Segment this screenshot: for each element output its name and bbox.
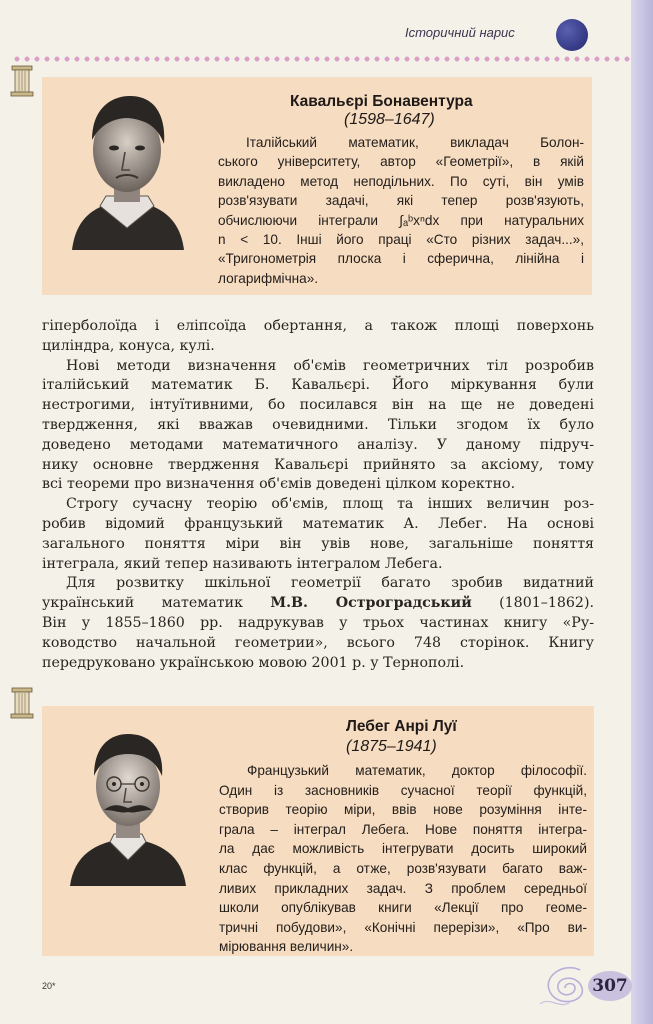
bio-dates-lebesgue: (1875–1941) — [346, 738, 437, 755]
bio-dates-cavalieri: (1598–1647) — [344, 111, 435, 128]
bio-name-cavalieri: Кавальєрі Бонавентура — [290, 93, 473, 110]
column-icon — [9, 686, 35, 720]
paragraph-line: твердження, які вважав очевидними. Тільки згодом їх було — [42, 416, 594, 433]
bio-line: школи опублікував книги «Лекції про геоме- — [219, 900, 587, 916]
bio-line: обчислюючи інтеграли ∫ₐᵇxⁿdx при натуральних — [218, 212, 584, 228]
signature-mark: 20* — [42, 981, 56, 991]
paragraph-line: циліндра, конуса, кулі. — [42, 337, 215, 354]
section-header-title: Історичний нарис — [405, 25, 515, 40]
bio-line: ла дає можливість інтегрувати досить широкий — [219, 841, 587, 857]
cavalieri-portrait — [62, 88, 192, 250]
paragraph-line: робив відомий французький математик А. Лебег. На основі — [42, 515, 594, 532]
paragraph-line: нику основне твердження Кавальєрі прийнято за аксіому, тому — [42, 456, 594, 473]
bio-line: Один із засновників сучасної теорії функцій, — [219, 782, 587, 798]
paragraph-line: Строгу сучасну теорію об'ємів, площ та інших величин роз- — [66, 496, 594, 513]
line-segment: український математик — [42, 595, 243, 612]
paragraph-line: Для розвитку шкільної геометрії багато зробив видатний — [66, 575, 594, 592]
paragraph-line: загального поняття міри він увів нове, загальніше поняття — [42, 535, 594, 552]
paragraph-line: інтеграла, який тепер називають інтегралом Лебега. — [42, 555, 443, 572]
paragraph-line: всі теореми про визначення об'ємів доведені цілком коректно. — [42, 476, 516, 493]
header-dotted-divider — [12, 54, 630, 64]
bio-line: створив теорію міри, ввів нове розуміння інте- — [219, 802, 587, 818]
bio-line: ського університету, автор «Геометрії», в якій — [218, 154, 584, 170]
paragraph-line: доведено методами математичного аналізу. У даному підруч- — [42, 436, 594, 453]
bio-line: мірювання величин». — [219, 939, 354, 955]
paragraph-line: Нові методи визначення об'ємів геометричних тіл розробив — [66, 357, 594, 374]
bio-line: тричні побудови», «Конічні перерізи», «Про ви- — [219, 919, 587, 935]
paragraph-line: нестрогими, інтуїтивними, бо посилався він на ще не доведені — [42, 397, 594, 414]
lebesgue-portrait — [64, 726, 192, 886]
bio-line: «Тригонометрія плоска і сферична, лінійна і — [218, 251, 584, 267]
line-segment: (1801–1862). — [499, 595, 594, 612]
paragraph-line: гіперболоїда і еліпсоїда обертання, а також площі поверхонь — [42, 318, 594, 334]
bio-line: розв'язувати задачі, які тепер розв'язують, — [218, 193, 584, 209]
bio-line: викладено метод неподільних. По суті, він умів — [218, 173, 584, 189]
main-body-text — [42, 317, 594, 673]
bio-line: клас функцій, а отже, розв'язувати багато важ- — [219, 860, 587, 876]
paragraph-line — [42, 594, 594, 614]
page-number: 307 — [592, 976, 628, 996]
page-edge-strip — [631, 0, 653, 1024]
section-header-circle-icon — [556, 19, 588, 51]
bio-text-lebesgue — [219, 761, 587, 957]
bio-line: Французький математик, доктор філософії. — [247, 763, 587, 778]
bio-line: Італійський математик, викладач Болон- — [246, 135, 584, 150]
bio-text-cavalieri — [218, 133, 584, 288]
paragraph-line: італійський математик Б. Кавальєрі. Його міркування були — [42, 377, 594, 394]
paragraph-line: передруковано українською мовою 2001 р. у Тернополі. — [42, 654, 465, 671]
bio-line: n < 10. Інші його праці «Сто різних задач...», — [218, 232, 584, 248]
bio-line: логарифмічна». — [218, 270, 319, 286]
bio-name-lebesgue: Лебег Анрі Луї — [346, 718, 457, 735]
bold-name-ostrogradsky: М.В. Остроградський — [270, 595, 472, 612]
bio-line: грала – інтеграл Лебега. Нове поняття інтегра- — [219, 821, 587, 837]
bio-line: ливих прикладних задач. З проблем середньої — [219, 880, 587, 896]
page-number-badge — [580, 968, 636, 1006]
column-icon — [9, 64, 35, 98]
paragraph-line: ководство начальной геометрии», всього 748 сторінок. Книгу — [42, 634, 594, 651]
paragraph-line: Він у 1855–1860 рр. надрукував у трьох частинах книгу «Ру- — [42, 614, 594, 631]
